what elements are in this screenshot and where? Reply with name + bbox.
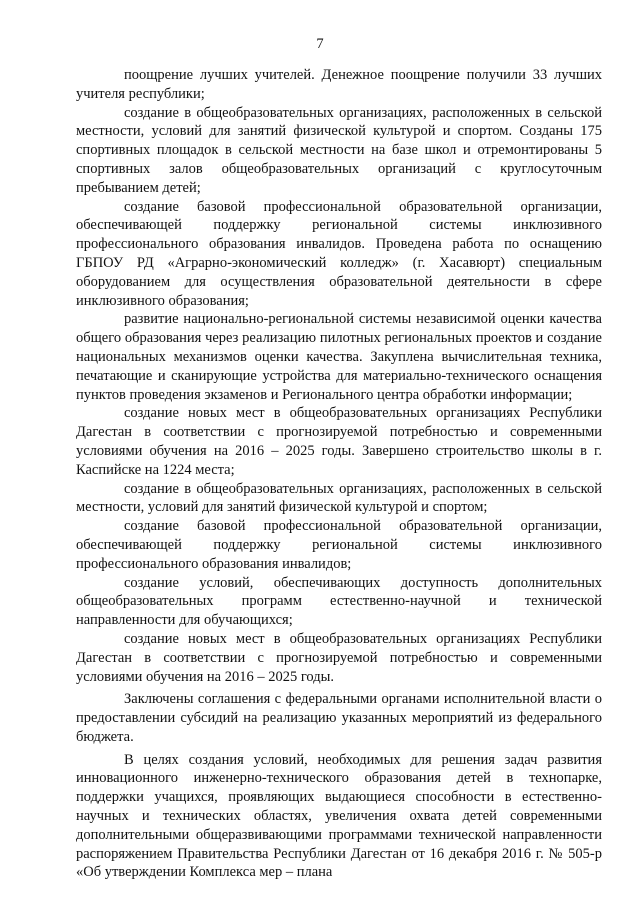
paragraph: поощрение лучших учителей. Денежное поощрение получили 33 лучших учителя республики; xyxy=(76,67,602,102)
body-text xyxy=(76,66,602,882)
paragraph: создание новых мест в общеобразовательных организациях Республики Дагестан в соответствии с прогнозируемой потребностью и современными условиями обучения на 2016 – 2025 годы. Завершено строительство школы в г. Каспийске на 1224 места; xyxy=(76,405,602,478)
paragraph: создание в общеобразовательных организациях, расположенных в сельской местности, условий для занятий физической культурой и спортом. Созданы 175 спортивных площадок в сельской местности на базе школ и отремонтированы 5 спортивных залов общеобразовательных организаций с круглосуточным пребыванием детей; xyxy=(76,104,602,196)
paragraph: создание в общеобразовательных организациях, расположенных в сельской местности, условий для занятий физической культурой и спортом; xyxy=(76,480,602,516)
paragraph: развитие национально-региональной системы независимой оценки качества общего образования через реализацию пилотных региональных проектов и создание национальных механизмов оценки качества. Закуплена вычислительная техника, печатающие и сканирующие устройства для материально-технического оснащения пунктов проведения экзаменов и Регионального центра обработки информации; xyxy=(76,311,602,403)
paragraph: создание новых мест в общеобразовательных организациях Республики Дагестан в соответствии с прогнозируемой потребностью и современными условиями обучения на 2016 – 2025 годы. xyxy=(76,630,602,685)
paragraph: создание условий, обеспечивающих доступность дополнительных общеобразовательных программ естественно-научной и технической направленности для обучающихся; xyxy=(76,574,602,629)
paragraph: В целях создания условий, необходимых для решения задач развития инновационного инженерно-технического образования детей в технопарке, поддержки учащихся, проявляющих выдающиеся способности в естественно-научных и технических областях, увеличения охвата детей современными дополнительными общеразвивающими программами технической направленности распоряжением Правительства Республики Дагестан от 16 декабря 2016 г. № 505-р «Об утверждении Комплекса мер – плана xyxy=(76,751,602,881)
paragraph: создание базовой профессиональной образовательной организации, обеспечивающей поддержку региональной системы инклюзивного профессионального образования инвалидов. Проведена работа по оснащению ГБПОУ РД «Аграрно-экономический колледж» (г. Хасавюрт) специальным оборудованием для осуществления образовательной деятельности в сфере инклюзивного образования; xyxy=(76,198,602,309)
paragraph: создание базовой профессиональной образовательной организации, обеспечивающей поддержку региональной системы инклюзивного профессионального образования инвалидов; xyxy=(76,518,602,572)
page-number: 7 xyxy=(316,36,324,52)
paragraph: Заключены соглашения с федеральными органами исполнительной власти о предоставлении субсидий на реализацию указанных мероприятий из федерального бюджета. xyxy=(76,691,602,745)
